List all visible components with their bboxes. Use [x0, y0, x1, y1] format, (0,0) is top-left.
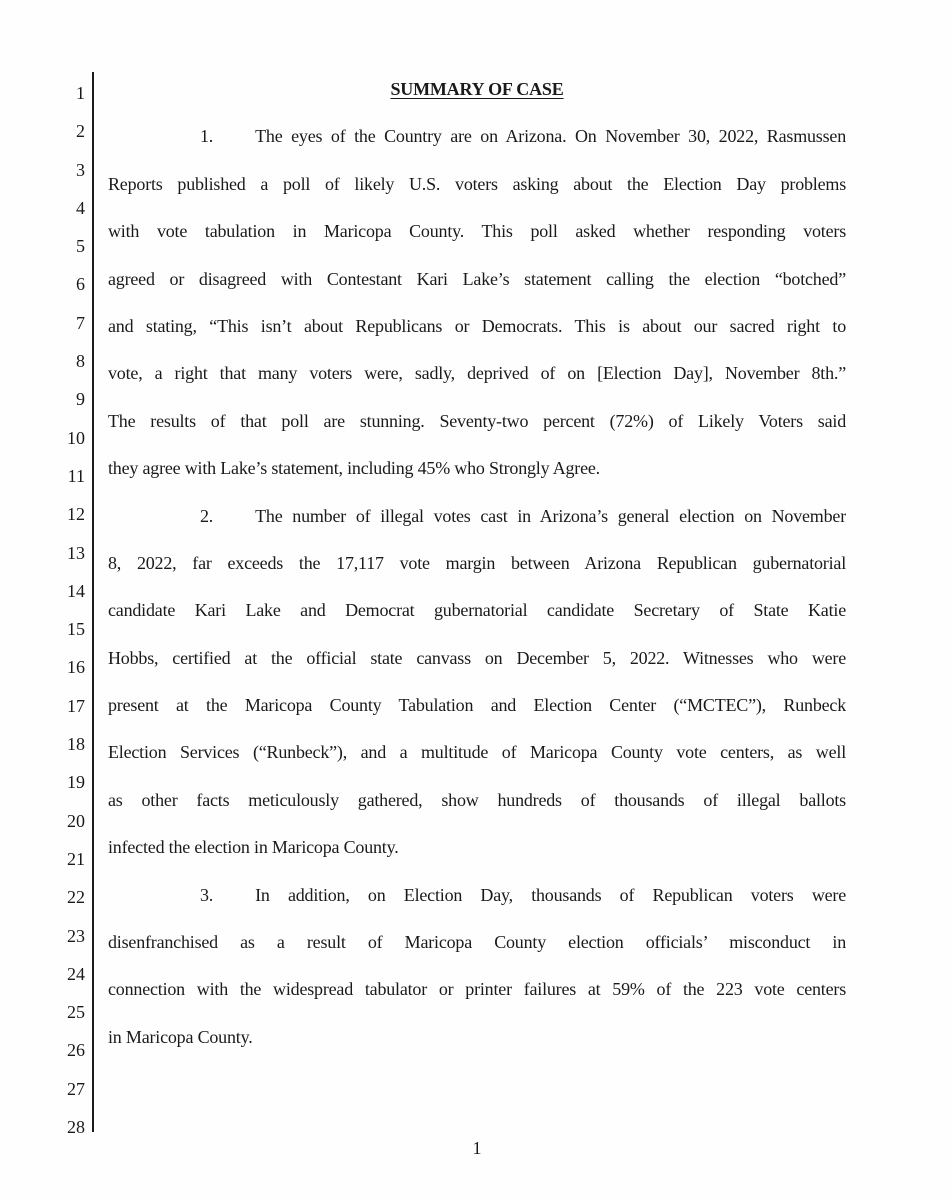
line-number: 9: [76, 389, 85, 410]
line-number: 4: [76, 197, 85, 218]
line-number: 13: [67, 542, 85, 563]
line-number: 1: [76, 83, 85, 103]
pleading-vertical-rule: [92, 72, 94, 1132]
text-line: candidate Kari Lake and Democrat gubernatorial candidate Secretary of State Katie: [108, 600, 846, 621]
text-line: present at the Maricopa County Tabulation and Election Center (“MCTEC”), Runbeck: [108, 695, 846, 716]
text-line-content: In addition, on Election Day, thousands of Republican voters were: [255, 884, 846, 905]
text-line: connection with the widespread tabulator or printer failures at 59% of the 223 vote centers: [108, 979, 846, 1000]
text-line: 8, 2022, far exceeds the 17,117 vote margin between Arizona Republican gubernatorial: [108, 552, 846, 573]
document-body: [108, 66, 846, 1061]
paragraph-number: 2.: [200, 505, 214, 526]
text-line: with vote tabulation in Maricopa County. This poll asked whether responding voters: [108, 221, 846, 242]
line-number: 14: [67, 580, 85, 601]
line-number: 15: [67, 619, 85, 640]
text-line: Election Services (“Runbeck”), and a multitude of Maricopa County vote centers, as well: [108, 742, 846, 763]
text-line: Hobbs, certified at the official state canvass on December 5, 2022. Witnesses who were: [108, 647, 846, 668]
text-line: [108, 113, 846, 160]
document-title-text: SUMMARY OF CASE: [390, 79, 564, 99]
line-number: 16: [67, 657, 85, 678]
text-line: in Maricopa County.: [108, 1026, 253, 1047]
text-line: infected the election in Maricopa County.: [108, 837, 399, 858]
paragraph-number: 3.: [200, 884, 214, 905]
line-number: 21: [67, 848, 85, 869]
line-number: 5: [76, 236, 85, 257]
line-number: 10: [67, 427, 85, 448]
text-line: they agree with Lake’s statement, including 45% who Strongly Agree.: [108, 458, 600, 479]
line-number: 23: [67, 925, 85, 946]
text-line: disenfranchised as a result of Maricopa County election officials’ misconduct in: [108, 932, 846, 953]
text-line-content: The number of illegal votes cast in Arizona’s general election on November: [255, 505, 846, 526]
line-number: 20: [67, 810, 85, 831]
line-number: 7: [76, 312, 85, 333]
text-line: vote, a right that many voters were, sadly, deprived of on [Election Day], November 8th.”: [108, 363, 846, 384]
line-number: 12: [67, 504, 85, 525]
text-line: The results of that poll are stunning. Seventy-two percent (72%) of Likely Voters said: [108, 410, 846, 431]
line-number: 8: [76, 351, 85, 372]
text-line: as other facts meticulously gathered, show hundreds of thousands of illegal ballots: [108, 789, 846, 810]
text-line-content: The eyes of the Country are on Arizona. On November 30, 2022, Rasmussen: [255, 126, 846, 147]
paragraph-number: 1.: [200, 126, 214, 147]
line-number: 22: [67, 887, 85, 908]
line-number-column: [40, 74, 85, 1146]
document-title: [108, 66, 846, 113]
line-number: 3: [76, 159, 85, 180]
line-number: 17: [67, 695, 85, 716]
text-line: [108, 872, 846, 919]
page-number: 1: [472, 1138, 482, 1158]
text-line: and stating, “This isn’t about Republicans or Democrats. This is about our sacred right to: [108, 315, 846, 336]
line-number: 28: [67, 1117, 85, 1138]
line-number: 19: [67, 772, 85, 793]
text-line: agreed or disagreed with Contestant Kari Lake’s statement calling the election “botched”: [108, 268, 846, 289]
line-number: 6: [76, 274, 85, 295]
line-number: 2: [76, 121, 85, 142]
line-number: 25: [67, 1002, 85, 1023]
line-number: 11: [67, 465, 85, 486]
line-number: 24: [67, 963, 85, 984]
line-number: 18: [67, 734, 85, 755]
line-number: 26: [67, 1040, 85, 1061]
text-line: [108, 493, 846, 540]
text-line: Reports published a poll of likely U.S. voters asking about the Election Day problems: [108, 173, 846, 194]
line-number: 27: [67, 1078, 85, 1099]
